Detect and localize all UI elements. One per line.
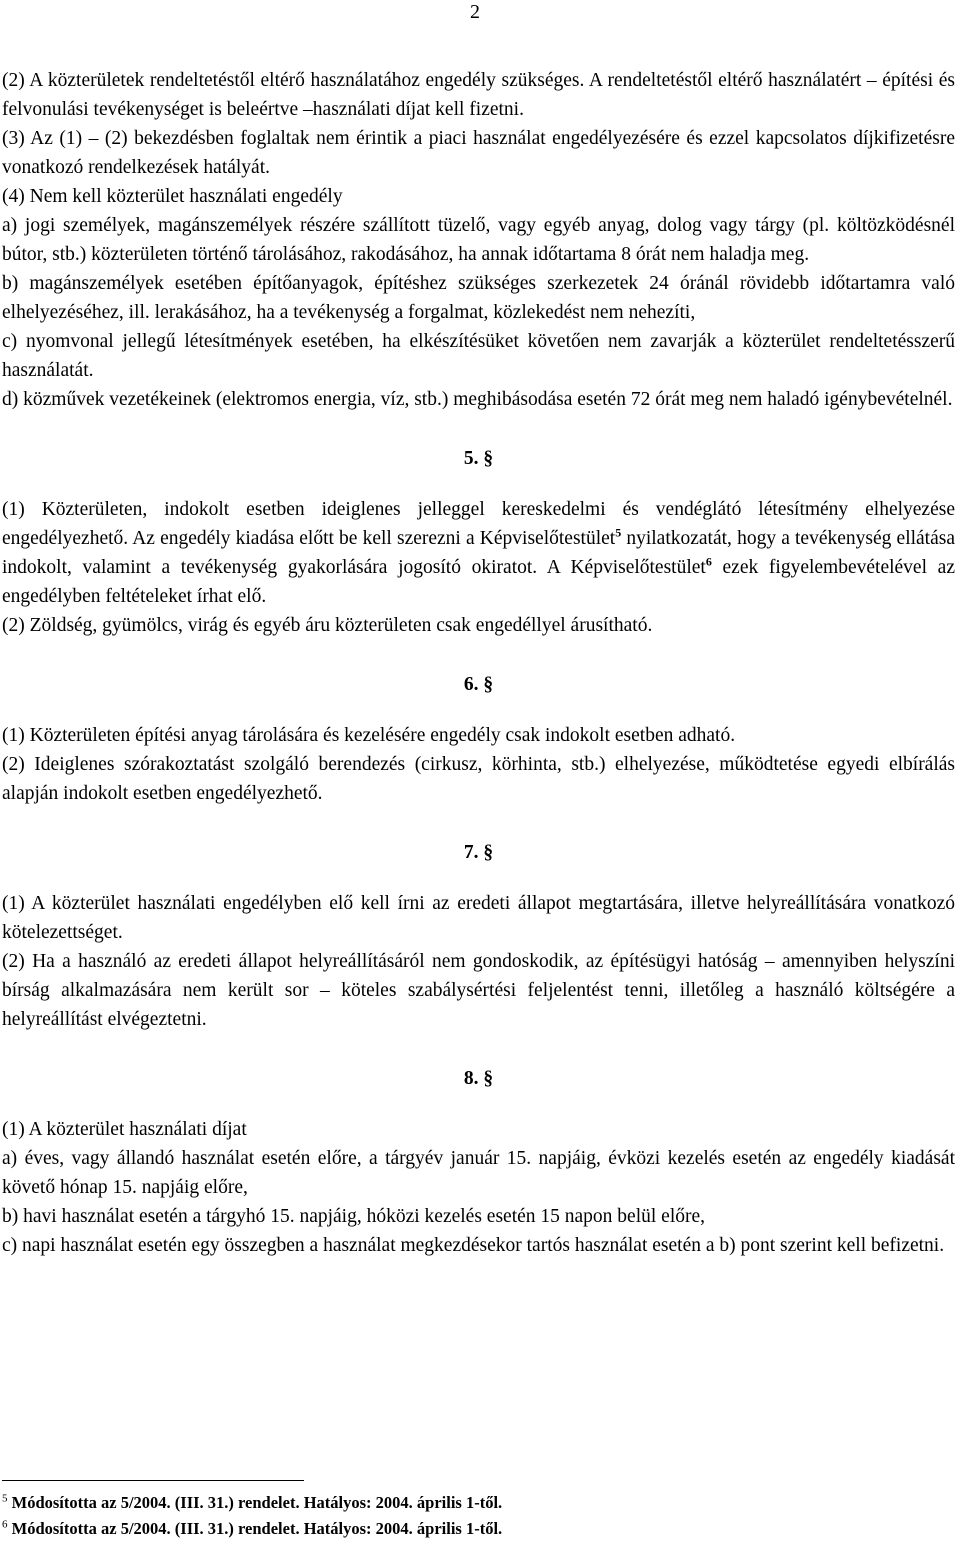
paragraph-4: (4) Nem kell közterület használati engedély (2, 186, 343, 207)
section-5-paragraph-2: (2) Zöldség, gyümölcs, virág és egyéb áru közterületen csak engedéllyel árusítható. (2, 615, 653, 636)
footnote-ref-6[interactable]: 6 (705, 554, 712, 569)
section-6-paragraph-2: (2) Ideiglenes szórakoztatást szolgáló berendezés (cirkusz, körhinta, stb.) elhelyezése, működtetése egyedi elbírálás alapján indokolt esetben engedélyezhető. (2, 754, 955, 804)
section-8-paragraph-a: a) éves, vagy állandó használat esetén előre, a tárgyév január 15. napjáig, évközi kezelés esetén az engedély kiadását követő hónap 15. napjáig előre, (2, 1148, 955, 1198)
section-5-paragraph-1: (1) Közterületen, indokolt esetben ideiglenes jelleggel kereskedelmi és vendéglátó létesítmény elhelyezése engedélyezhető. Az engedély kiadása előtt be kell szerezni a Képviselőtestület$^5$ nyilatkozatát, hogy a tevékenység ellátása indokolt, valamint a tevékenység gyakorlására jogosító okiratot. A Képviselőtestület$^6$ ezek figyelembevételével az engedélyben feltételeket írhat elő. (2, 499, 955, 607)
section-8-paragraph-b: b) havi használat esetén a tárgyhó 15. napjáig, hóközi kezelés esetén 15 napon belül előre, (2, 1206, 706, 1227)
paragraph-4d: d) közművek vezetékeinek (elektromos energia, víz, stb.) meghibásodása esetén 72 órát meg nem haladó igénybevételnél. (2, 389, 953, 410)
footnotes (2, 1490, 952, 1542)
footnote-5: $^5$ Módosította az 5/2004. (III. 31.) rendelet. Hatályos: 2004. április 1-től. (2, 1492, 503, 1512)
page-number: 2 (470, 1, 480, 23)
section-8-paragraph-1: (1) A közterület használati díjat (2, 1119, 247, 1140)
paragraph-3: (3) Az (1) – (2) bekezdésben foglaltak nem érintik a piaci használat engedélyezésére és ezzel kapcsolatos díjkifizetésre vonatkozó rendelkezések hatályát. (2, 128, 955, 178)
document-body (2, 66, 955, 1260)
section-7-heading: 7. § (463, 842, 494, 863)
section-6-paragraph-1: (1) Közterületen építési anyag tárolására és kezelésére engedély csak indokolt esetben adható. (2, 725, 736, 746)
section-5-heading: 5. § (463, 448, 494, 469)
section-8-heading: 8. § (463, 1068, 494, 1089)
footnote-6: $^6$ Módosította az 5/2004. (III. 31.) rendelet. Hatályos: 2004. április 1-től. (2, 1518, 503, 1538)
footnote-separator (2, 1480, 304, 1481)
paragraph-4c: c) nyomvonal jellegű létesítmények esetében, ha elkészítésüket követően nem zavarják a közterület rendeltetésszerű használatát. (2, 331, 955, 381)
section-6-heading: 6. § (463, 674, 494, 695)
paragraph-2: (2) A közterületek rendeltetéstől eltérő használatához engedély szükséges. A rendeltetéstől eltérő használatért – építési és felvonulási tevékenységet is beleértve –használati díjat kell fizetni. (2, 70, 955, 120)
section-7-paragraph-2: (2) Ha a használó az eredeti állapot helyreállításáról nem gondoskodik, az építésügyi hatóság – amennyiben helyszíni bírság alkalmazására nem került sor – köteles szabálysértési feljelentést tenni, illetőleg a használó költségére a helyreállítást elvégeztetni. (2, 951, 955, 1030)
paragraph-4b: b) magánszemélyek esetében építőanyagok, építéshez szükséges szerkezetek 24 óránál rövidebb időtartamra való elhelyezéséhez, ill. lerakásához, ha a tevékenység a forgalmat, közlekedést nem nehezíti, (2, 273, 955, 323)
footnote-ref-5[interactable]: 5 (615, 525, 622, 540)
section-8-paragraph-c: c) napi használat esetén egy összegben a használat megkezdésekor tartós használat esetén a b) pont szerint kell befizetni. (2, 1235, 945, 1256)
section-7-paragraph-1: (1) A közterület használati engedélyben elő kell írni az eredeti állapot megtartására, illetve helyreállítására vonatkozó kötelezettséget. (2, 893, 955, 943)
paragraph-4a: a) jogi személyek, magánszemélyek részére szállított tüzelő, vagy egyéb anyag, dolog vagy tárgy (pl. költözködésnél bútor, stb.) közterületen történő tárolásához, rakodásához, ha annak időtartama 8 órát nem haladja meg. (2, 215, 955, 265)
